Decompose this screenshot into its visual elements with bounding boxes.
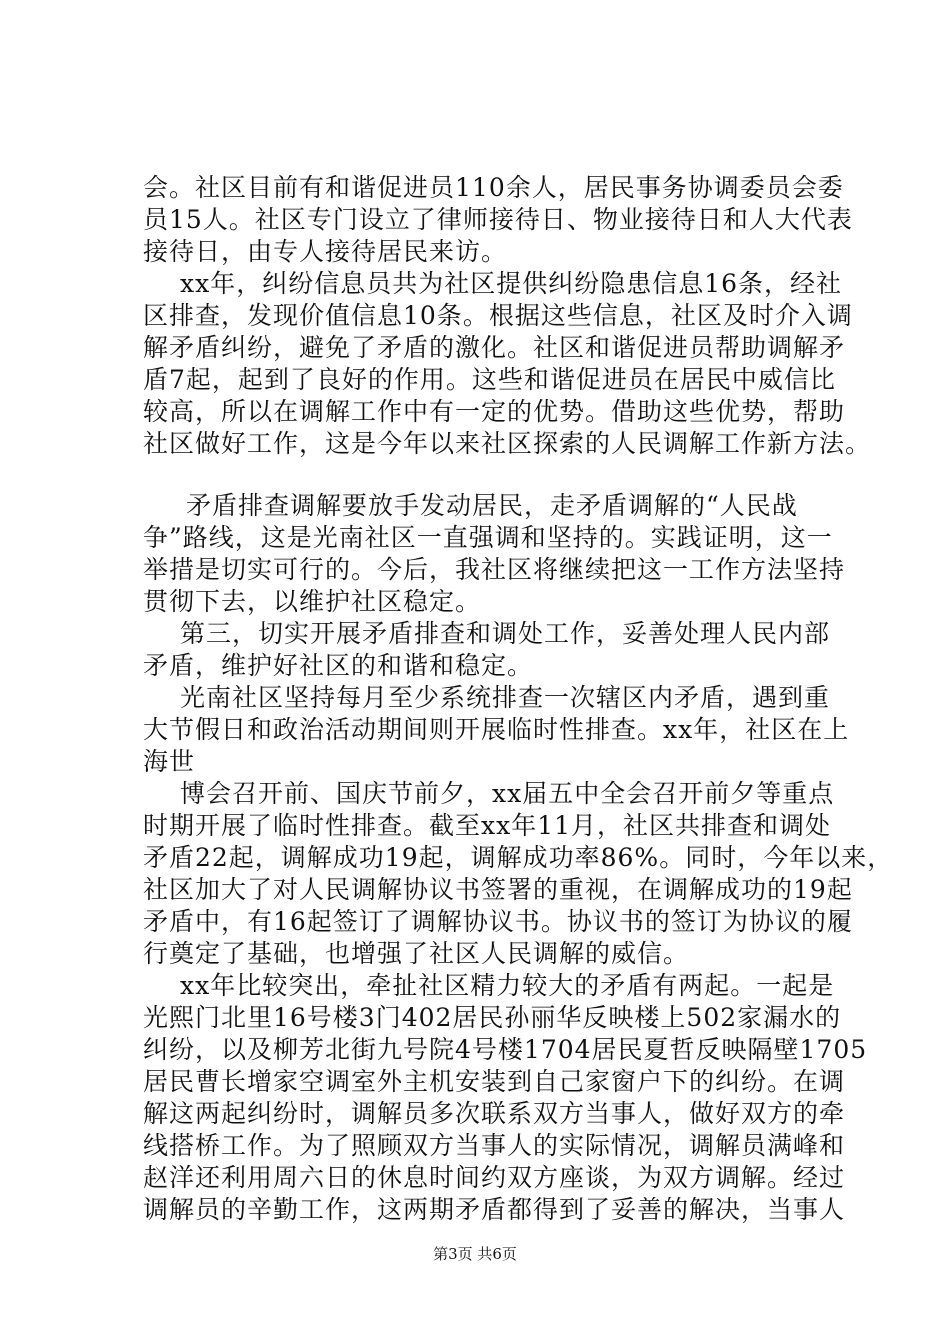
text-line: xx年比较突出，牵扯社区精力较大的矛盾有两起。一起是 (180, 971, 835, 1000)
text-line: 第三，切实开展矛盾排查和调处工作，妥善处理人民内部 (180, 619, 831, 648)
text-line: 会。社区目前有和谐促进员110余人，居民事务协调委员会委 (143, 173, 844, 202)
text-line: 居民曹长增家空调室外主机安装到自己家窗户下的纠纷。在调 (143, 1067, 846, 1096)
text-line: 线搭桥工作。为了照顾双方当事人的实际情况，调解员满峰和 (143, 1131, 846, 1160)
text-line: 较高，所以在调解工作中有一定的优势。借助这些优势，帮助 (143, 397, 846, 426)
text-line: 矛盾排查调解要放手发动居民，走矛盾调解的“人民战 (186, 491, 798, 520)
text-line: 光南社区坚持每月至少系统排查一次辖区内矛盾，遇到重 (180, 683, 831, 712)
text-line: 纠纷，以及柳芳北街九号院4号楼1704居民夏哲反映隔壁1705 (143, 1035, 868, 1064)
text-line: 解这两起纠纷时，调解员多次联系双方当事人，做好双方的牵 (143, 1099, 846, 1128)
text-line: 员15人。社区专门设立了律师接待日、物业接待日和人大代表 (143, 205, 853, 234)
text-line: 赵洋还利用周六日的休息时间约双方座谈，为双方调解。经过 (143, 1163, 846, 1192)
text-line: 贯彻下去，以维护社区稳定。 (143, 587, 482, 616)
text-line: 举措是切实可行的。今后，我社区将继续把这一工作方法坚持 (143, 555, 846, 584)
text-line: 时期开展了临时性排查。截至xx年11月，社区共排查和调处 (143, 811, 832, 840)
text-line: 接待日，由专人接待居民来访。 (143, 237, 508, 266)
text-line: xx年，纠纷信息员共为社区提供纠纷隐患信息16条，经社 (180, 269, 843, 298)
text-line: 矛盾中，有16起签订了调解协议书。协议书的签订为协议的履 (143, 907, 853, 936)
text-line: 争”路线，这是光南社区一直强调和坚持的。实践证明，这一 (143, 523, 833, 552)
text-line: 解矛盾纠纷，避免了矛盾的激化。社区和谐促进员帮助调解矛 (143, 333, 846, 362)
text-line: 海世 (143, 747, 196, 776)
text-line: 社区做好工作，这是今年以来社区探索的人民调解工作新方法。 (143, 429, 872, 458)
text-line: 博会召开前、国庆节前夕，xx届五中全会召开前夕等重点 (180, 779, 835, 808)
text-line: 区排查，发现价值信息10条。根据这些信息，社区及时介入调 (143, 301, 853, 330)
text-line: 矛盾，维护好社区的和谐和稳定。 (143, 651, 534, 680)
text-line: 盾7起，起到了良好的作用。这些和谐促进员在居民中威信比 (143, 365, 836, 394)
page-number-footer: 第3页 共6页 (433, 1245, 517, 1263)
text-line: 矛盾22起，调解成功19起，调解成功率86%。同时，今年以来， (143, 843, 894, 872)
text-line: 社区加大了对人民调解协议书签署的重视，在调解成功的19起 (143, 875, 853, 904)
text-line: 光熙门北里16号楼3门402居民孙丽华反映楼上502家漏水的 (143, 1003, 842, 1032)
text-line: 行奠定了基础，也增强了社区人民调解的威信。 (143, 939, 690, 968)
text-line: 大节假日和政治活动期间则开展临时性排查。xx年，社区在上 (143, 715, 850, 744)
text-line: 调解员的辛勤工作，这两期矛盾都得到了妥善的解决，当事人 (143, 1195, 846, 1224)
